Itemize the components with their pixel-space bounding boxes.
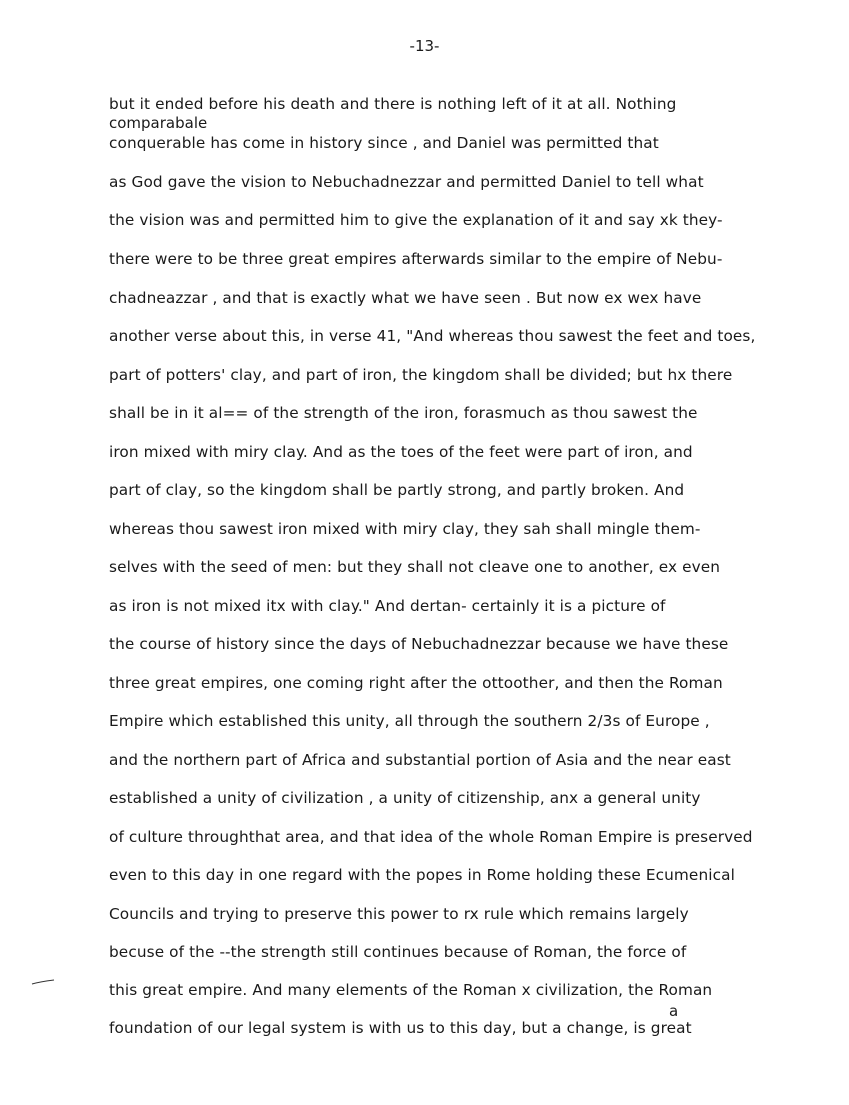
text-line: another verse about this, in verse 41, "And whereas thou sawest the feet and toes, <box>109 327 756 345</box>
text-line: becuse of the --the strength still continues because of Roman, the force of <box>109 943 687 961</box>
text-line: selves with the seed of men: but they shall not cleave one to another, ex even <box>109 558 721 576</box>
text-line: shall be in it al== of the strength of the iron, forasmuch as thou sawest the <box>109 404 698 422</box>
text-line: part of clay, so the kingdom shall be partly strong, and partly broken. And <box>109 481 685 499</box>
text-line: and the northern part of Africa and substantial portion of Asia and the near east <box>109 751 731 769</box>
text-line: foundation of our legal system is with us to this day, but a change, is great <box>109 1019 692 1037</box>
text-line: but it ended before his death and there is nothing left of it at all. Nothing <box>109 95 677 113</box>
page-number: -13- <box>409 37 440 55</box>
text-line: Councils and trying to preserve this power to rx rule which remains largely <box>109 905 689 923</box>
text-line: Empire which established this unity, all through the southern 2/3s of Europe , <box>109 712 710 730</box>
handwritten-insertion-a: a <box>669 1002 679 1020</box>
text-line: the course of history since the days of Nebuchadnezzar because we have these <box>109 635 729 653</box>
text-line: as God gave the vision to Nebuchadnezzar and permitted Daniel to tell what <box>109 173 704 191</box>
text-line: of culture throughthat area, and that idea of the whole Roman Empire is preserved <box>109 828 753 846</box>
text-line: part of potters' clay, and part of iron, the kingdom shall be divided; but hx there <box>109 366 733 384</box>
text-line: there were to be three great empires afterwards similar to the empire of Nebu- <box>109 250 723 268</box>
text-line: chadneazzar , and that is exactly what we have seen . But now ex wex have <box>109 289 702 307</box>
text-line: three great empires, one coming right after the ottoother, and then the Roman <box>109 674 723 692</box>
text-line: conquerable has come in history since , and Daniel was permitted that <box>109 134 659 152</box>
text-line: iron mixed with miry clay. And as the toes of the feet were part of iron, and <box>109 443 693 461</box>
handwritten-insertion-comparable: comparabale <box>109 114 208 132</box>
text-line: whereas thou sawest iron mixed with miry clay, they sah shall mingle them- <box>109 520 701 538</box>
margin-pen-mark <box>31 979 55 985</box>
text-line: established a unity of civilization , a unity of citizenship, anx a general unity <box>109 789 701 807</box>
text-line: this great empire. And many elements of the Roman x civilization, the Roman <box>109 981 713 999</box>
text-line: as iron is not mixed itx with clay." And dertan- certainly it is a picture of <box>109 597 666 615</box>
text-line: even to this day in one regard with the popes in Rome holding these Ecumenical <box>109 866 735 884</box>
text-line: the vision was and permitted him to give the explanation of it and say xk they- <box>109 211 723 229</box>
